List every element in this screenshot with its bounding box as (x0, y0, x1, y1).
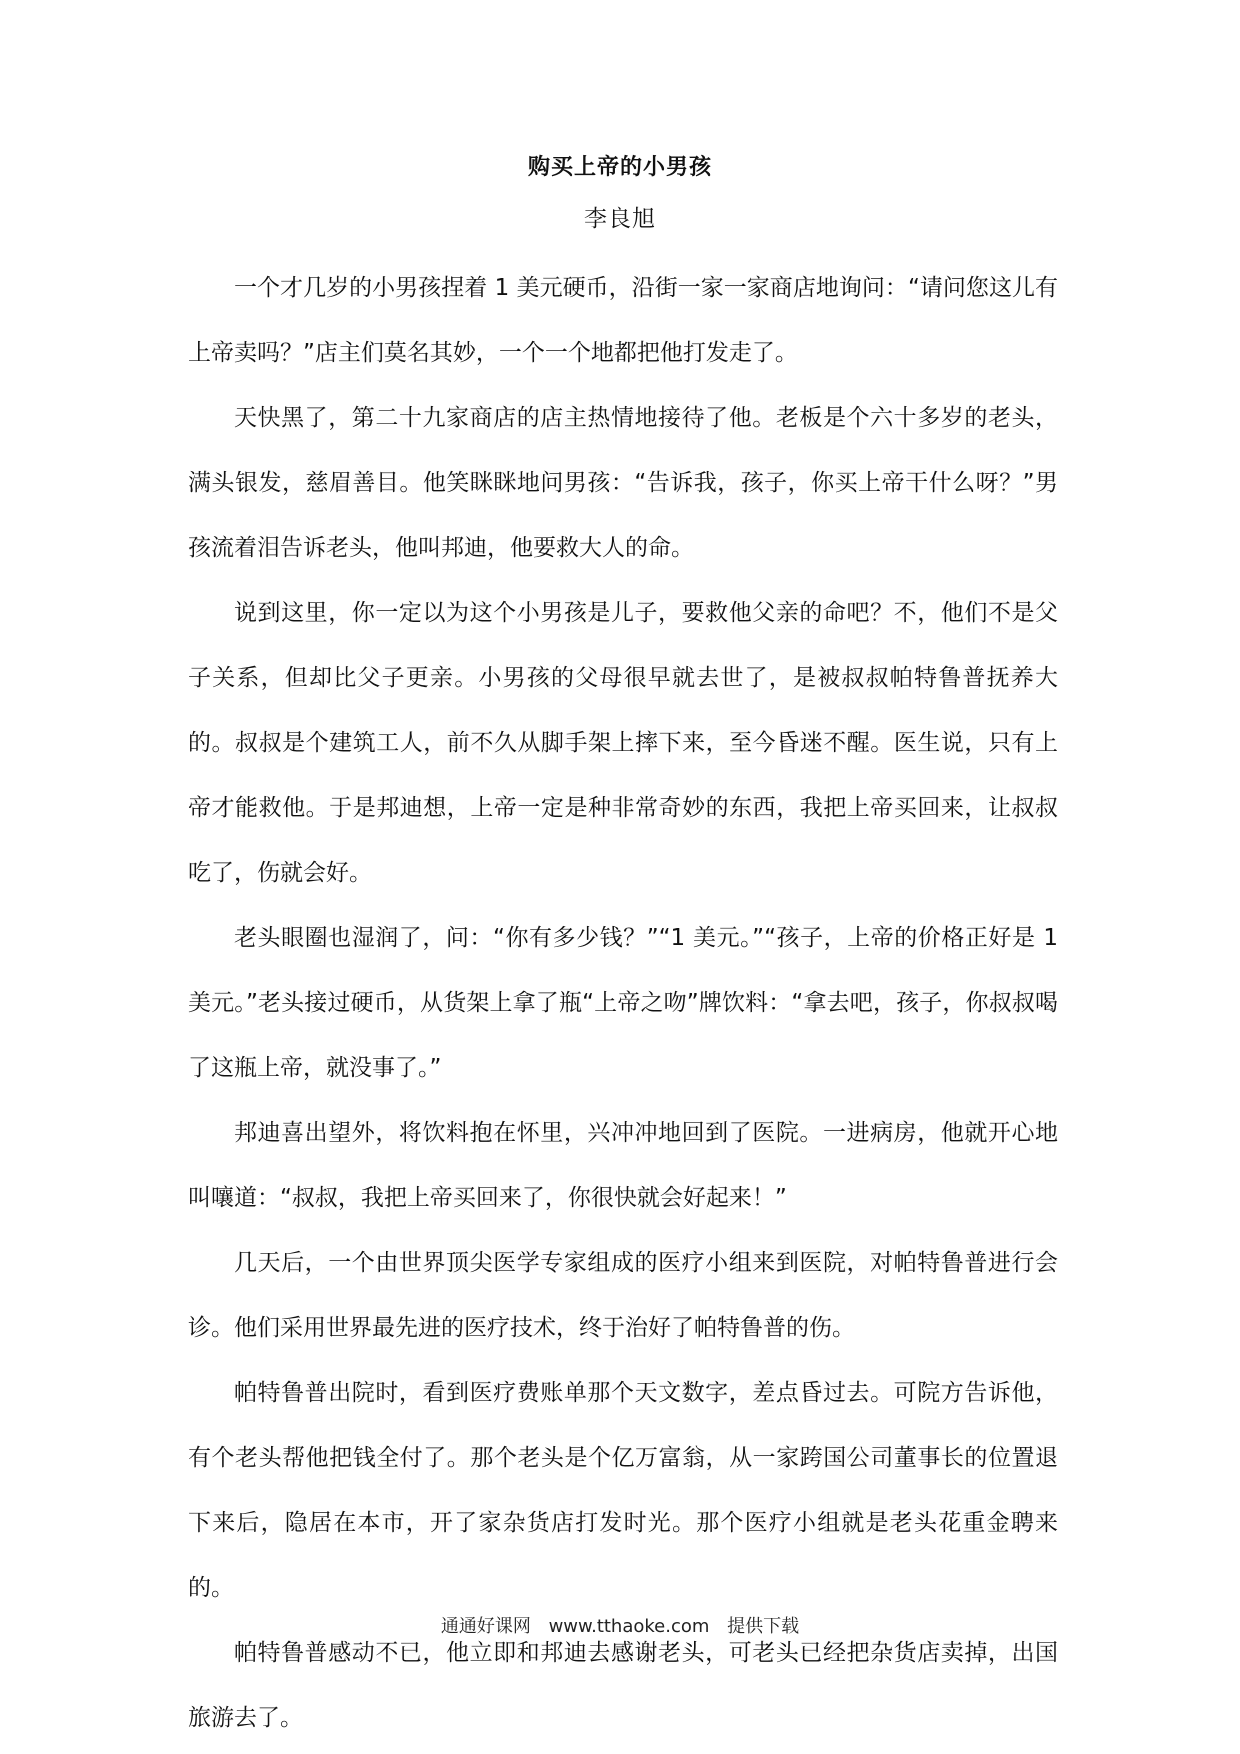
article-title: 购买上帝的小男孩 (527, 155, 712, 180)
footer-note: 提供下载 (727, 1616, 800, 1637)
paragraph: 天快黑了，第二十九家商店的店主热情地接待了他。老板是个六十多岁的老头，满头银发，慈眉善目。他笑眯眯地问男孩：“告诉我，孩子，你买上帝干什么呀？”男孩流着泪告诉老头，他叫邦迪，他要救大人的命。 (188, 405, 1058, 561)
paragraph: 一个才几岁的小男孩捏着 1 美元硬币，沿街一家一家商店地询问：“请问您这儿有上帝卖吗？”店主们莫名其妙，一个一个地都把他打发走了。 (188, 275, 1058, 366)
paragraph: 帕特鲁普出院时，看到医疗费账单那个天文数字，差点昏过去。可院方告诉他，有个老头帮他把钱全付了。那个老头是个亿万富翁，从一家跨国公司董事长的位置退下来后，隐居在本市，开了家杂货店打发时光。那个医疗小组就是老头花重金聘来的。 (188, 1380, 1058, 1601)
footer-site-name: 通通好课网 (440, 1616, 531, 1637)
paragraph: 几天后，一个由世界顶尖医学专家组成的医疗小组来到医院，对帕特鲁普进行会诊。他们采用世界最先进的医疗技术，终于治好了帕特鲁普的伤。 (188, 1250, 1058, 1341)
article-author: 李良旭 (584, 206, 656, 232)
paragraph: 邦迪喜出望外，将饮料抱在怀里，兴冲冲地回到了医院。一进病房，他就开心地叫嚷道：“叔叔，我把上帝买回来了，你很快就会好起来！” (188, 1120, 1058, 1211)
paragraph: 帕特鲁普感动不已，他立即和邦迪去感谢老头，可老头已经把杂货店卖掉，出国旅游去了。 (188, 1640, 1058, 1731)
page-footer (0, 1612, 1240, 1638)
paragraph: 说到这里，你一定以为这个小男孩是儿子，要救他父亲的命吧？不，他们不是父子关系，但却比父子更亲。小男孩的父母很早就去世了，是被叔叔帕特鲁普抚养大的。叔叔是个建筑工人，前不久从脚手架上摔下来，至今昏迷不醒。医生说，只有上帝才能救他。于是邦迪想，上帝一定是种非常奇妙的东西，我把上帝买回来，让叔叔吃了，伤就会好。 (188, 600, 1058, 886)
paragraph: 老头眼圈也湿润了，问：“你有多少钱？”“1 美元。”“孩子，上帝的价格正好是 1 美元。”老头接过硬币，从货架上拿了瓶“上帝之吻”牌饮料：“拿去吧，孩子，你叔叔喝了这瓶上帝，就没事了。” (188, 925, 1058, 1081)
article-body (188, 256, 1058, 1751)
footer-url: www.tthaoke.com (548, 1616, 710, 1637)
